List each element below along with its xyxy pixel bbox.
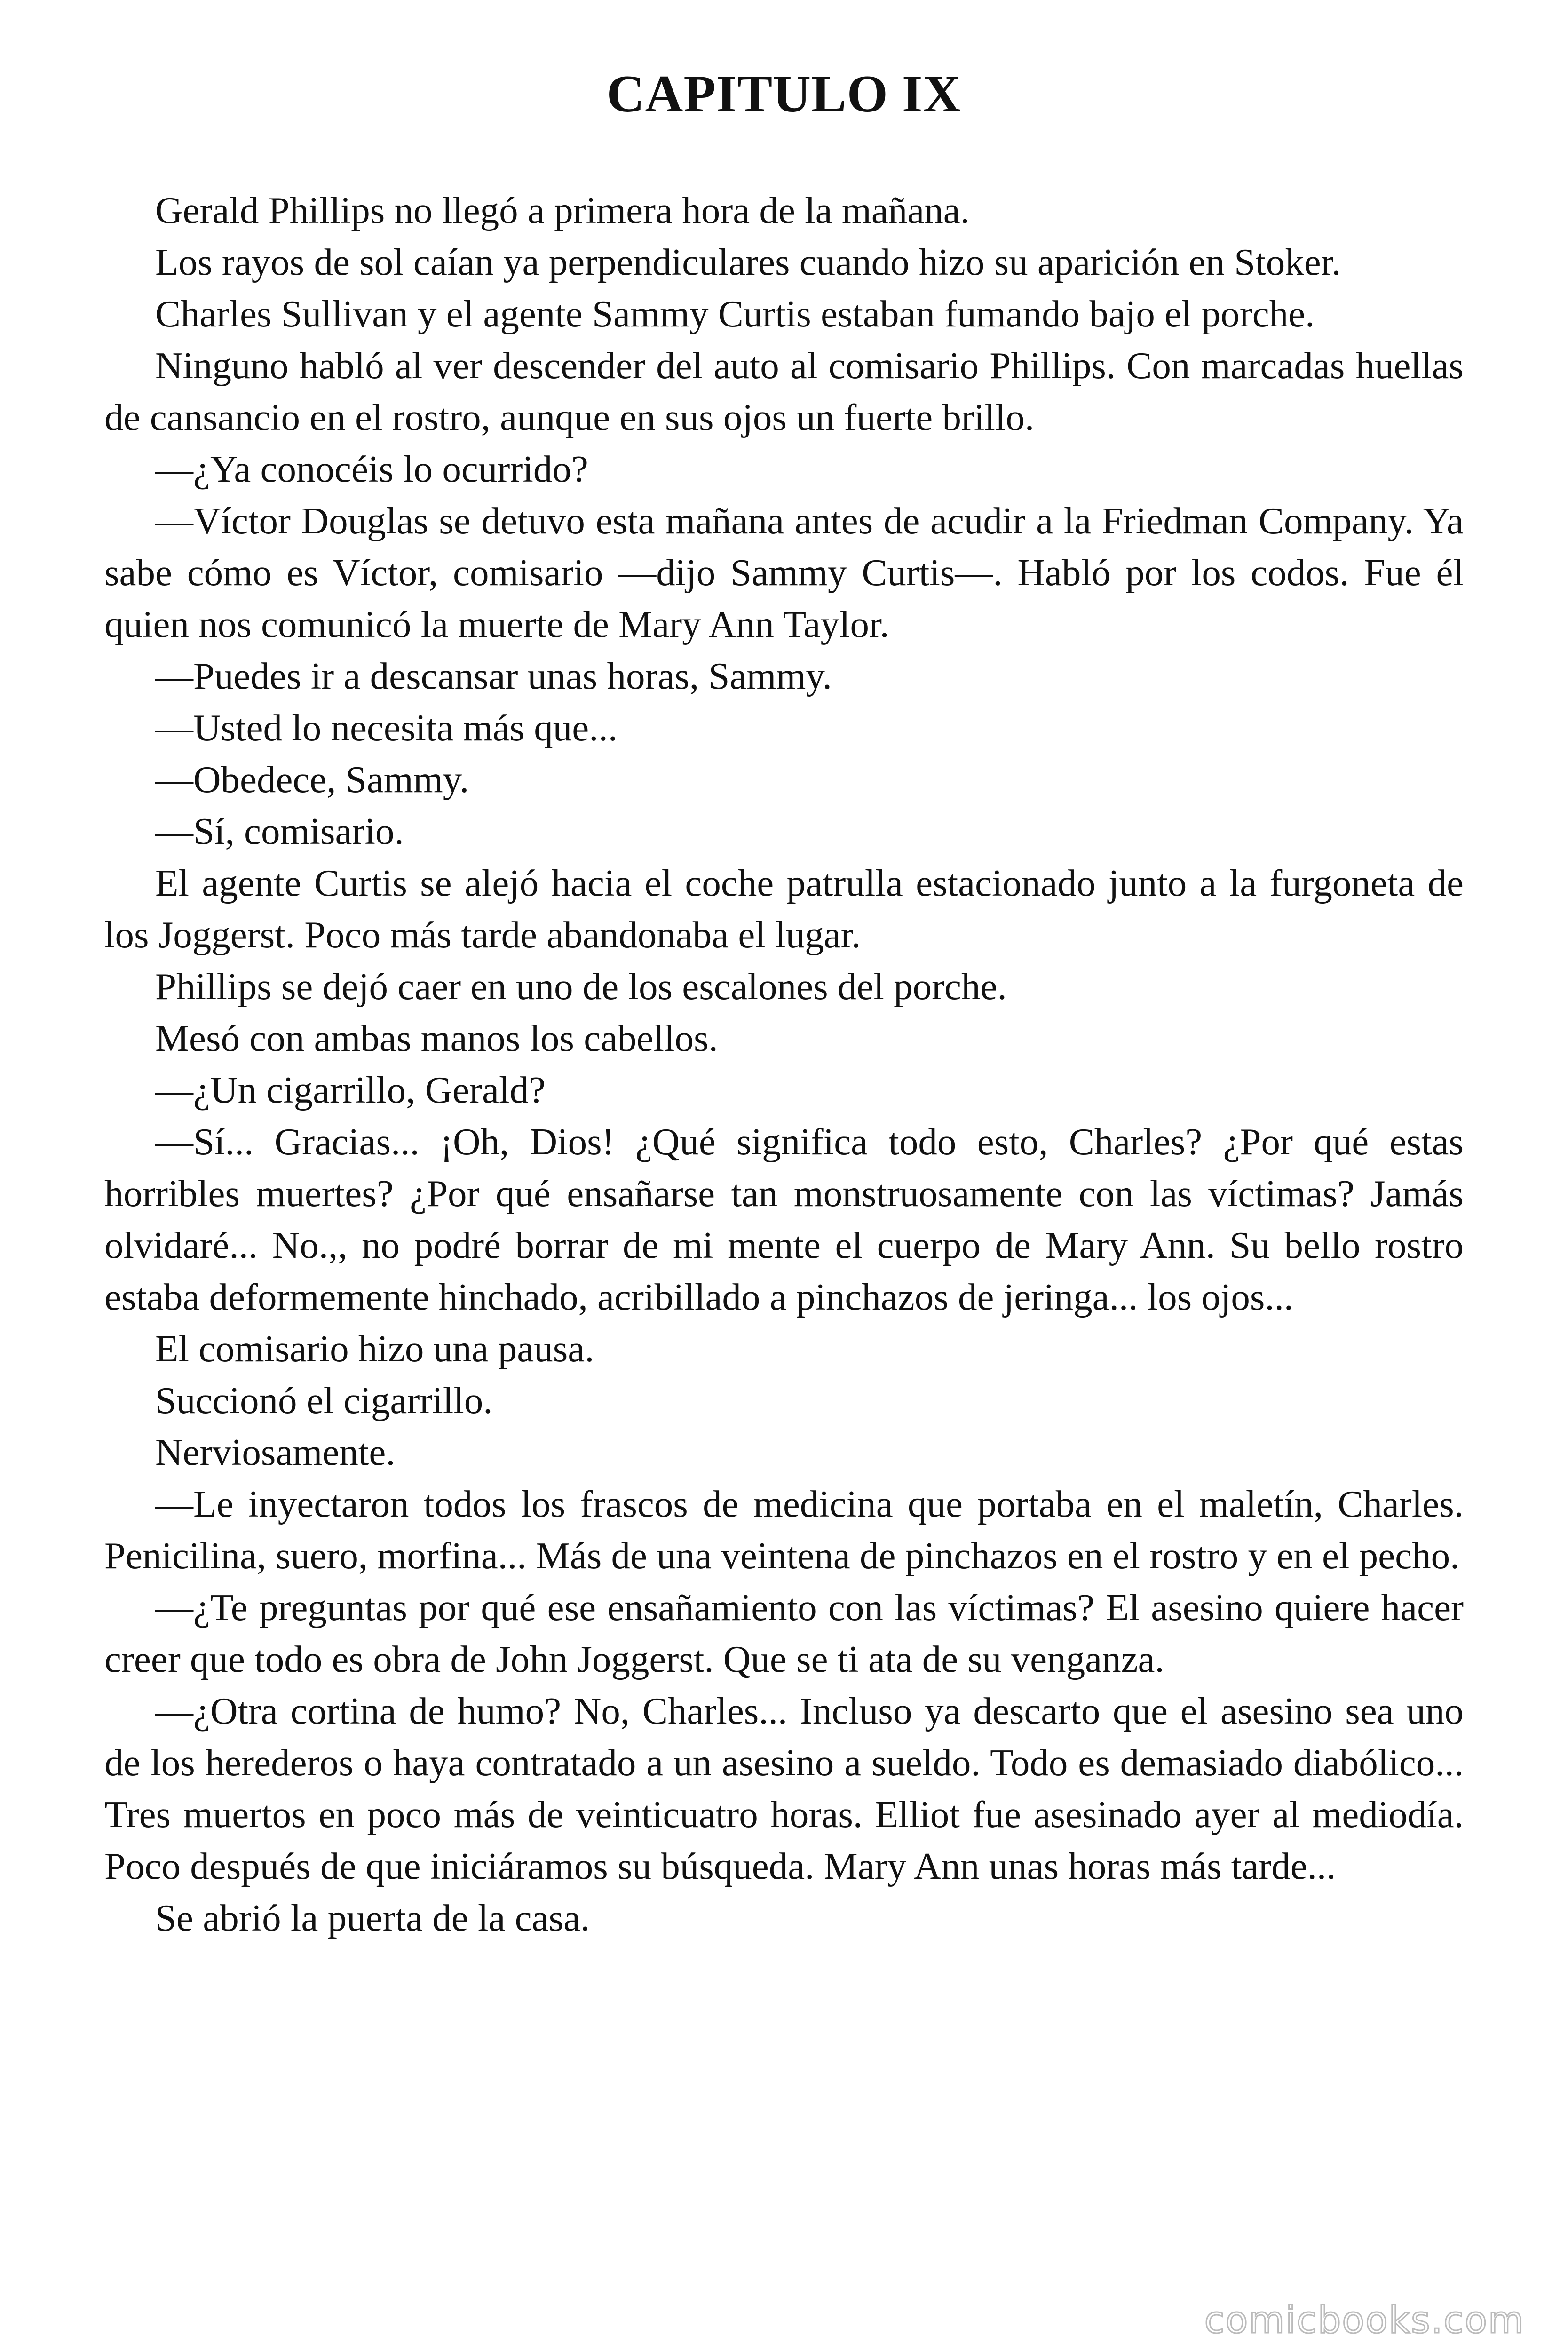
watermark: comicbooks.com	[1204, 2299, 1525, 2342]
paragraph: Phillips se dejó caer en uno de los escalones del porche.	[155, 965, 1007, 1008]
paragraph: —¿Otra cortina de humo? No, Charles... Incluso ya descarto que el asesino sea uno de los herederos o haya contratado a un asesino a sueldo. Todo es demasiado diabólico... Tres muertos en poco más de veinticuatro horas. Elliot fue asesinado ayer al mediodía. Poco después de que iniciáramos su búsqueda. Mary Ann unas horas más tarde...	[104, 1690, 1464, 1887]
paragraph: —Le inyectaron todos los frascos de medicina que portaba en el maletín, Charles. Penicilina, suero, morfina... Más de una veintena de pinchazos en el rostro y en el pecho.	[104, 1483, 1464, 1577]
paragraph: —Obedece, Sammy.	[155, 758, 469, 801]
paragraph: —¿Ya conocéis lo ocurrido?	[155, 448, 588, 490]
paragraph: —Víctor Douglas se detuvo esta mañana antes de acudir a la Friedman Company. Ya sabe cómo es Víctor, comisario —dijo Sammy Curtis—. Habló por los codos. Fue él quien nos comunicó la muerte de Mary Ann Taylor.	[104, 500, 1464, 645]
paragraph: Ninguno habló al ver descender del auto al comisario Phillips. Con marcadas huellas de cansancio en el rostro, aunque en sus ojos un fuerte brillo.	[104, 344, 1464, 438]
paragraph: Se abrió la puerta de la casa.	[155, 1897, 590, 1939]
paragraph: —Puedes ir a descansar unas horas, Sammy.	[155, 655, 832, 697]
paragraph: —Usted lo necesita más que...	[155, 707, 618, 749]
paragraph: —Sí, comisario.	[155, 810, 404, 852]
paragraph: El comisario hizo una pausa.	[155, 1327, 594, 1370]
paragraph: —¿Un cigarrillo, Gerald?	[155, 1069, 546, 1111]
paragraph: Nerviosamente.	[155, 1431, 396, 1473]
paragraph: El agente Curtis se alejó hacia el coche patrulla estacionado junto a la furgoneta de los Joggerst. Poco más tarde abandonaba el lugar.	[104, 862, 1464, 956]
paragraph: Mesó con ambas manos los cabellos.	[155, 1017, 718, 1059]
paragraph: Gerald Phillips no llegó a primera hora de la mañana.	[155, 189, 970, 231]
paragraph: Charles Sullivan y el agente Sammy Curtis estaban fumando bajo el porche.	[155, 293, 1315, 335]
paragraph: Los rayos de sol caían ya perpendiculares cuando hizo su aparición en Stoker.	[155, 241, 1341, 283]
paragraph: Succionó el cigarrillo.	[155, 1379, 493, 1422]
paragraph: —Sí... Gracias... ¡Oh, Dios! ¿Qué significa todo esto, Charles? ¿Por qué estas horribles muertes? ¿Por qué ensañarse tan monstruosamente con las víctimas? Jamás olvidaré... No.,, no podré borrar de mi mente el cuerpo de Mary Ann. Su bello rostro estaba deformemente hinchado, acribillado a pinchazos de jeringa... los ojos...	[104, 1120, 1464, 1318]
chapter-body	[104, 184, 1464, 1944]
paragraph: —¿Te preguntas por qué ese ensañamiento con las víctimas? El asesino quiere hacer creer que todo es obra de John Joggerst. Que se ti ata de su venganza.	[104, 1586, 1464, 1680]
chapter-title: CAPITULO IX	[606, 65, 962, 123]
